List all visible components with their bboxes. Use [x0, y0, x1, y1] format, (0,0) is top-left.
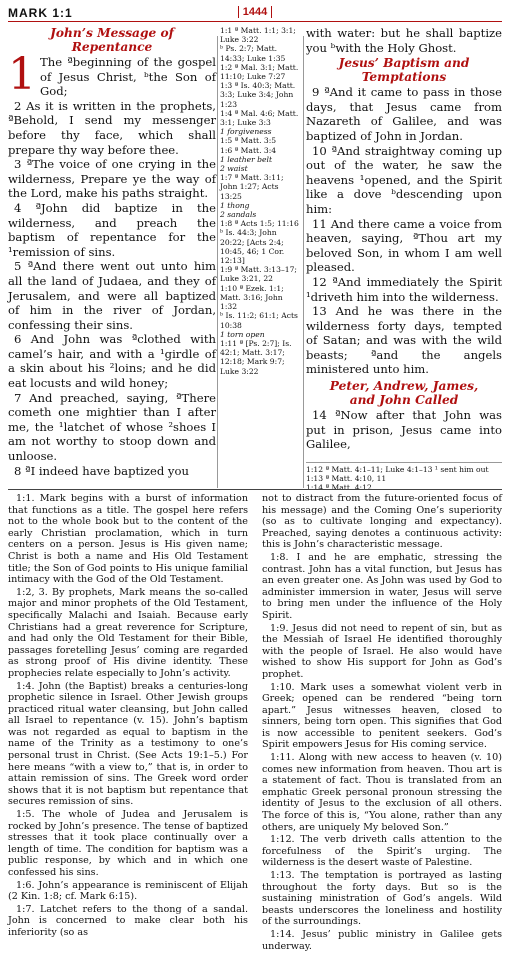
verse-6: 6 And John was ªclothed with camel’s hair, and with a ¹girdle of a skin about his ²loins; and he did eat locusts and wild honey;	[8, 332, 216, 391]
xref-item: 1:5 ª Matt. 3:5	[220, 136, 277, 146]
running-head: MARK 1:1	[8, 6, 73, 20]
study-note: 1:4. John (the Baptist) breaks a centuries-long prophetic silence in Israel. Other Jewish groups practiced ritual water cleansing, but John called all Israel to repentance (v. 15). John’s baptism was not regarded as equal to baptism in the name of the Trinity as a testimony to one’s personal trust in Christ. (See Acts 19:1–5.) For here means “with a view to,” that is, in order to attain remission of sins. The Greek word order shows that it is not baptism but repentance that secures remission of sins.	[8, 680, 248, 808]
study-note: 1:2, 3. By prophets, Mark means the so-called major and minor prophets of the Old Testament, specifically Malachi and Isaiah. Because early Christians had a great reverence for Scripture, and had only the Old Testament for their Bible, passages foretelling Jesus’ coming are regarded as strong proof of His divine identity. These prophecies relate especially to John’s activity.	[8, 586, 248, 679]
study-note: 1:14. Jesus’ public ministry in Galilee gets underway.	[262, 928, 502, 952]
study-note: 1:7. Latchet refers to the thong of a sandal. John is concerned to make clear both his inferiority (so as	[8, 903, 248, 938]
study-notes-left	[8, 493, 248, 940]
verse-1: 1 The ªbeginning of the gospel of Jesus Christ, ᵇthe Son of God;	[8, 49, 216, 100]
xref-item: 1:3 ª Is. 40:3; Matt. 3:3; Luke 3:4; John 1:23	[220, 81, 296, 109]
verse-12: 12 ªAnd immediately the Spirit ¹driveth him into the wilderness.	[306, 274, 502, 304]
verse-2: 2 As it is written in the prophets, ªBehold, I send my messenger before thy face, which shall prepare thy way before thee.	[8, 98, 216, 157]
xref-item: 1 forgiveness	[220, 127, 272, 137]
xref-item: 1:7 ª Matt. 3:11; John 1:27; Acts 13:25	[220, 173, 284, 201]
verse-8: 8 ªI indeed have baptized you	[14, 463, 189, 478]
xref-item: 1:11 ª [Ps. 2:7]; Is. 42:1; Matt. 3:17; 12:18; Mark 9:7; Luke 3:22	[220, 338, 292, 376]
study-note: 1:8. I and he are emphatic, stressing the contrast. John has a vital function, but Jesus has an even greater one. As John was used by God to administer immersion in water, Jesus will serve to bring men under the influence of the Holy Spirit.	[262, 551, 502, 621]
xref-item: 1:10 ª Ezek. 1:1; Matt. 3:16; John 1:32	[220, 283, 284, 312]
xref-item: 1:2 ª Mal. 3:1; Matt. 11:10; Luke 7:27	[220, 62, 299, 82]
verse-7: 7 And preached, saying, ªThere cometh one mightier than I after me, the ¹latchet of whose ²shoes I am not worthy to stoop down and unloose.	[8, 390, 216, 464]
xref-item: ᵇ Ps. 2:7; Matt. 14:33; Luke 1:35	[220, 44, 286, 63]
xref-item: ᵇ Is. 44:3; John 20:22; [Acts 2:4; 10:45, 46; 1 Cor. 12:13]	[220, 228, 285, 266]
verse-3: 3 ªThe voice of one crying in the wilderness, Prepare ye the way of the Lord, make his paths straight.	[8, 157, 216, 201]
section-heading: Jesus’ Baptism and Temptations	[338, 56, 470, 85]
study-note: 1:6. John’s appearance is reminiscent of Elijah (2 Kin. 1:8; cf. Mark 6:15).	[8, 879, 248, 903]
footer-cross-references	[306, 462, 502, 492]
study-note: not to distract from the future-oriented focus of his message) and the Coming One’s superiority (so as to cultivate longing and expectancy). Preached, saying denotes a continuous activity: this is John’s characteristic message.	[262, 493, 502, 551]
verse-5: 5 ªAnd there went out unto him all the land of Judaea, and they of Jerusalem, and were all baptized of him in the river of Jordan, confessing their sins.	[8, 259, 216, 332]
xref-item: 1 leather belt	[220, 154, 273, 164]
column-divider	[217, 36, 218, 488]
verse-4: 4 ªJohn did baptize in the wilderness, and preach the baptism of repentance for the ¹remission of sins.	[8, 200, 216, 259]
verse-13: 13 And he was there in the wilderness forty days, tempted of Satan; and was with the wild beasts; ªand the angels ministered unto him.	[306, 304, 502, 377]
xref-item: 1:6 ª Matt. 3:4	[220, 145, 277, 155]
xref-item: ᵇ Is. 11:2; 61:1; Acts 10:38	[220, 311, 298, 330]
xref-item: 1 thong	[220, 200, 250, 210]
study-note: 1:11. Along with new access to heaven (v. 10) comes new information from heaven. Thou art is a statement of fact. Thou is translated from an emphatic Greek personal pronoun stressing the identity of Jesus to the exclusion of all others. The force of this is, “You alone, rather than any others, are uniquely My beloved Son.”	[262, 752, 502, 833]
xref-item: 1:1 ª Matt. 1:1; 3:1; Luke 3:22	[220, 26, 296, 45]
scripture-column-right	[306, 26, 502, 452]
page-number: 1444	[8, 6, 502, 18]
xref-item: 1:9 ª Matt. 3:13–17; Luke 3:21, 22	[220, 265, 297, 284]
xref-item: 2 sandals	[220, 210, 257, 220]
section-heading: Peter, Andrew, James, and John Called	[329, 379, 479, 408]
cross-reference-column	[220, 26, 300, 376]
study-note: 1:9. Jesus did not need to repent of sin, but as the Messiah of Israel He identified thoroughly with the people of Israel. He also would have wished to show His support for John as God’s prophet.	[262, 622, 502, 680]
xref-item: 2 waist	[220, 164, 248, 174]
verse-14: 14 ªNow after that John was put in prison, Jesus came into Galilee,	[306, 408, 502, 452]
study-note: 1:13. The temptation is portrayed as lasting throughout the forty days. But so is the sustaining ministration of God’s angels. Wild beasts underscores the loneliness and hostility of the surroundings.	[262, 870, 502, 928]
study-note: 1:10. Mark uses a somewhat violent verb in Greek; opened can be rendered “being torn apart.” Jesus witnesses heaven, closed to sinners, being torn open. This signifies that God is now accessible to penitent seekers. God’s Spirit empowers Jesus for His coming service.	[262, 681, 502, 751]
notes-divider	[8, 489, 502, 490]
verse-11: 11 And there came a voice from heaven, saying, ªThou art my beloved Son, in whom I am well pleased.	[306, 216, 502, 275]
study-note: 1:5. The whole of Judea and Jerusalem is rocked by John’s presence. The tense of baptized stresses that it took place continually over a length of time. The condition for baptism was a public response, by which and in which one confessed his sins.	[8, 809, 248, 878]
xref-item: 1:4 ª Mal. 4:6; Matt. 3:1; Luke 3:3	[220, 108, 299, 128]
verse-10: 10 ªAnd straightway coming up out of the water, he saw the heavens ¹opened, and the Spirit like a dove ᵇdescending upon him:	[306, 143, 502, 216]
verse-9: 9 ªAnd it came to pass in those days, that Jesus came from Nazareth of Galilee, and was baptized of John in Jordan.	[306, 85, 502, 143]
scripture-column-left	[8, 26, 216, 478]
section-heading: John’s Message of Repentance	[50, 26, 174, 54]
column-divider	[303, 36, 304, 488]
xref-item: 1:8 ª Acts 1:5; 11:16	[220, 219, 299, 229]
verse-8-continued: with water: but he shall baptize you ᵇwith the Holy Ghost.	[306, 26, 502, 55]
header-rule	[8, 21, 502, 22]
study-note: 1:1. Mark begins with a burst of information that functions as a title. The gospel here refers not to the whole book but to the content of the early Christian proclamation, which in turn centers on a person. Jesus is His given name; Christ is both a name and His Old Testament title; the Son of God points to His unique familial intimacy with the God of the Old Testament.	[8, 493, 248, 586]
xref-item: 1:12 ª Matt. 4:1–11; Luke 4:1–13 ¹ sent him out	[306, 465, 489, 474]
chapter-dropcap: 1	[8, 49, 36, 100]
study-notes-right	[262, 493, 502, 953]
xref-item: 1:13 ª Matt. 4:10, 11	[306, 474, 387, 483]
xref-item: 1:14 ª Matt. 4:12	[306, 483, 372, 492]
study-note: 1:12. The verb driveth calls attention to the forcefulness of the Spirit’s urging. The wilderness is the desert waste of Palestine.	[262, 834, 502, 869]
xref-item: 1 torn open	[220, 329, 265, 339]
